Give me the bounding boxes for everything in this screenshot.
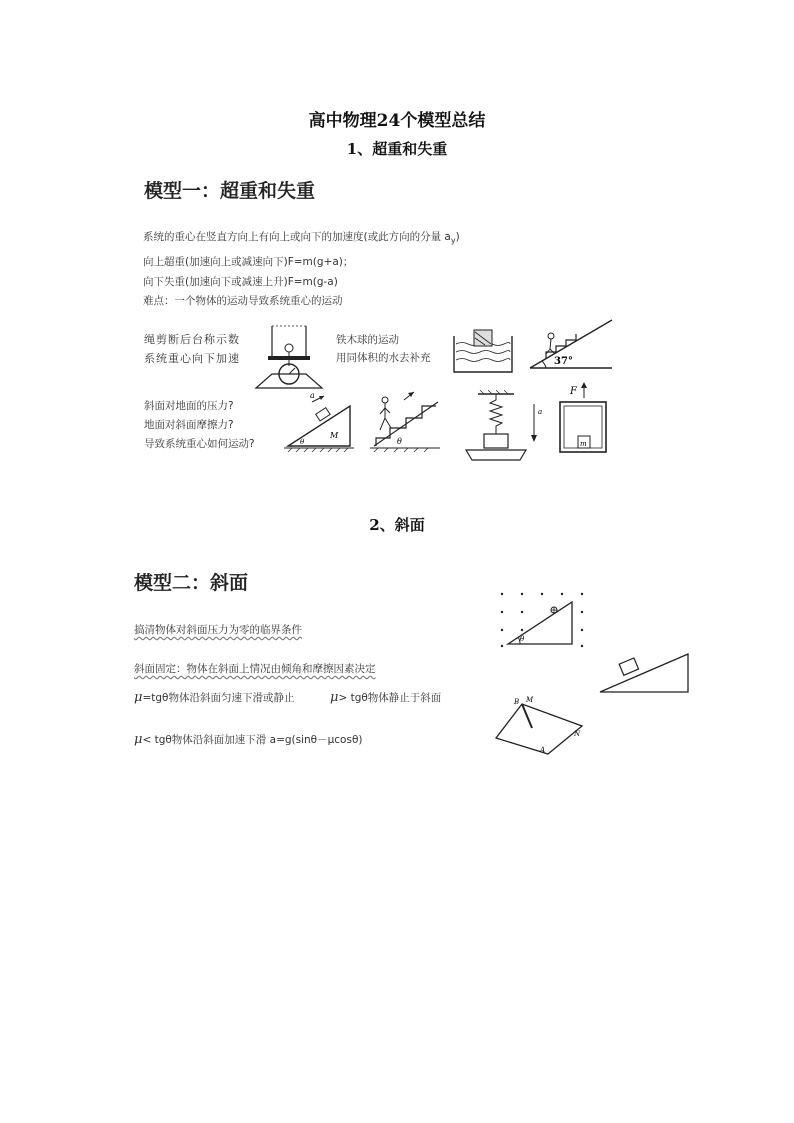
mu-symbol-1: μ xyxy=(134,690,143,705)
mu-symbol-2: μ xyxy=(330,690,339,705)
diagram-elevator xyxy=(556,380,612,456)
model2-formula-1 xyxy=(134,690,294,705)
mass-M-label: M xyxy=(330,431,339,440)
document-title: 高中物理24个模型总结 xyxy=(308,111,486,131)
model2-line-2: 斜面固定：物体在斜面上情况由倾角和摩擦因素决定 xyxy=(134,663,376,675)
caption-scale-2: 系统重心向下加速 xyxy=(144,352,240,365)
section-2-title: 2、斜面 xyxy=(369,516,425,534)
model2-formula-3 xyxy=(134,732,362,747)
diagram-field-triangle xyxy=(496,588,588,650)
label-B: B xyxy=(514,698,520,706)
label-M: M xyxy=(526,696,534,704)
model1-line-2: 向上超重(加速向上或减速向下)F=m(g+a)； xyxy=(143,256,354,268)
model1-line-3: 向下失重(加速向下或减速上升)F=m(g-a) xyxy=(143,276,338,288)
model2-heading: 模型二：斜面 xyxy=(134,572,249,594)
theta-label-1: θ xyxy=(300,438,305,446)
formula-1-text: =tgθ物体沿斜面匀速下滑或静止 xyxy=(142,692,295,704)
angle-37-label: 37° xyxy=(554,356,573,367)
model1-line-1-sub: y xyxy=(450,236,456,246)
theta-label-3: θ xyxy=(520,635,525,643)
theta-label-2: θ xyxy=(397,437,402,446)
model1-line-1-text: 系统的重心在竖直方向上有向上或向下的加速度(或此方向的分量 a xyxy=(143,231,451,243)
caption-ball-2: 用同体积的水去补充 xyxy=(336,352,431,364)
diagram-incline-simple xyxy=(596,650,694,696)
accel-label-2: a xyxy=(538,408,543,416)
diagram-spring-mass xyxy=(462,390,548,464)
model1-line-1 xyxy=(143,229,460,245)
section-1-title: 1、超重和失重 xyxy=(346,140,448,158)
model1-heading: 模型一：超重和失重 xyxy=(144,180,316,202)
accel-label-1: a xyxy=(310,391,315,400)
diagram-incline-block xyxy=(284,388,354,452)
caption-incline-1: 斜面对地面的压力? xyxy=(144,400,234,412)
diagram-water-tank xyxy=(448,326,520,376)
caption-incline-3: 导致系统重心如何运动? xyxy=(144,438,255,450)
caption-incline-2: 地面对斜面摩擦力? xyxy=(144,419,234,431)
model2-formula-2 xyxy=(330,690,441,705)
diagram-scale xyxy=(250,322,330,394)
caption-scale-1: 绳剪断后台称示数 xyxy=(144,333,240,346)
diagram-person-stairs xyxy=(370,386,442,452)
formula-3-text: < tgθ物体沿斜面加速下滑 a=g(sinθ－μcosθ) xyxy=(142,734,363,746)
mu-symbol-3: μ xyxy=(134,732,143,747)
formula-2-text: > tgθ物体静止于斜面 xyxy=(338,692,442,704)
diagram-tilted-rod xyxy=(492,694,592,758)
caption-ball-1: 铁木球的运动 xyxy=(336,334,399,346)
model1-line-4: 难点：一个物体的运动导致系统重心的运动 xyxy=(143,295,343,307)
model2-line-1: 搞清物体对斜面压力为零的临界条件 xyxy=(134,624,302,636)
label-A: A xyxy=(540,746,546,754)
force-F-label: F xyxy=(570,386,577,397)
model1-line-1-tail: ) xyxy=(455,231,460,243)
diagram-stairs-37 xyxy=(524,318,616,372)
label-N: N xyxy=(574,730,581,738)
mass-m-label: m xyxy=(580,440,587,448)
